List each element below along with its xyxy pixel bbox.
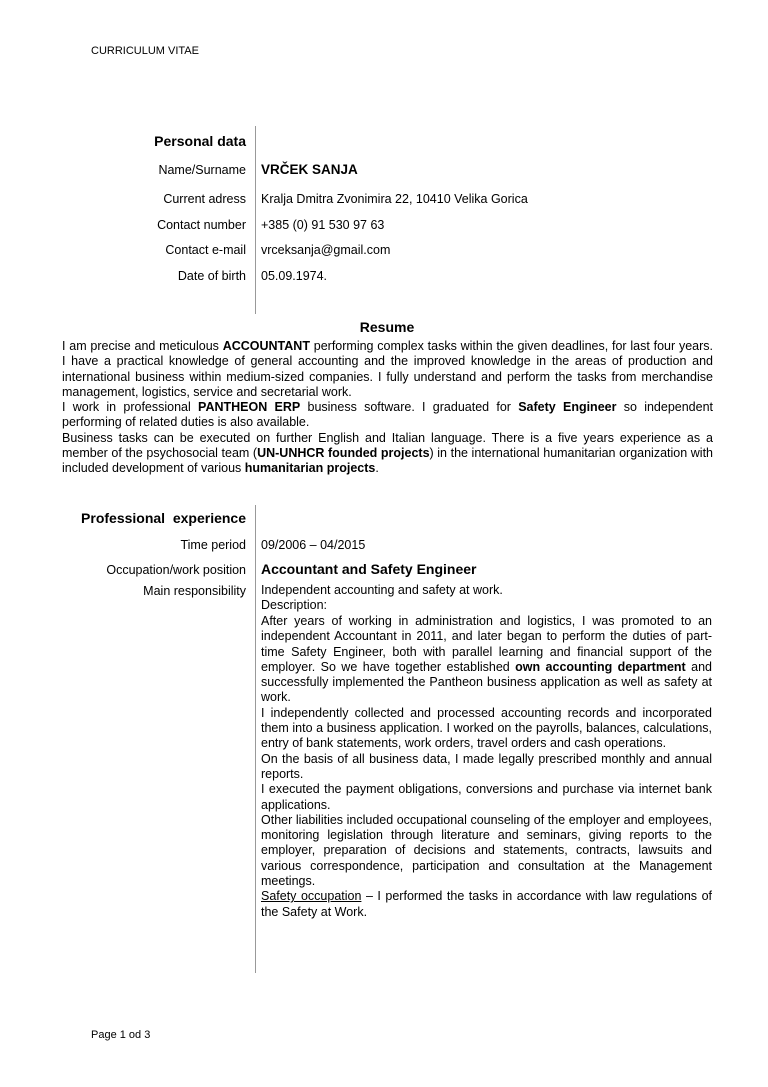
resume-heading: Resume [359, 319, 415, 335]
phone-label: Contact number [157, 218, 246, 232]
personal-data-heading: Personal data [154, 133, 246, 149]
email-value: vrceksanja@gmail.com [261, 243, 391, 257]
birth-value: 05.09.1974. [261, 269, 328, 283]
resume-paragraph-2: I work in professional PANTHEON ERP business software. I graduated for Safety Engineer so independent performing of related duties is also available. [62, 400, 714, 430]
time-period-label: Time period [180, 538, 246, 552]
description-paragraph-5: Other liabilities included occupational counseling of the employer and employees, monitoring legislation through literature and seminars, giving reports to the employer, preparation of decisions and statements, contracts, lawsuits and various correspondence, participation and consultation at the Management meetings. [261, 812, 712, 889]
responsibility-line-1: Independent accounting and safety at work. [261, 583, 503, 597]
description-paragraph-6: Safety occupation – I performed the tasks in accordance with law regulations of the Safety at Work. [261, 889, 712, 919]
description-paragraph-1: After years of working in administration and logistics, I was promoted to an independent Accountant in 2011, and later began to perform the duties of part-time Safety Engineer, both with parallel learning and financial support of the employer. So we have together established own accounting department and successfully implemented the Pantheon business application as well as safety at work. [261, 614, 712, 705]
email-label: Contact e-mail [165, 243, 246, 257]
description-paragraph-2: I independently collected and processed accounting records and incorporated them into a business application. I worked on the payrolls, balances, calculations, entry of bank statements, work orders, travel orders and cash operations. [261, 705, 712, 751]
resume-paragraph-1: I am precise and meticulous ACCOUNTANT performing complex tasks within the given deadlines, for last four years. I have a practical knowledge of general accounting and the improved knowledge in the areas of production and international business within medium-sized companies. I fully understand and perform the tasks from merchandise management, logistics, service and secretarial work. [62, 339, 713, 399]
name-label: Name/Surname [158, 163, 246, 177]
responsibility-line-2: Description: [261, 598, 327, 612]
occupation-value: Accountant and Safety Engineer [261, 561, 477, 577]
experience-divider [255, 505, 256, 973]
name-value: VRČEK SANJA [261, 162, 358, 177]
description-paragraph-3: On the basis of all business data, I made legally prescribed monthly and annual reports. [261, 751, 712, 781]
page-number: Page 1 od 3 [91, 1029, 151, 1041]
birth-label: Date of birth [177, 269, 246, 283]
description-paragraph-4: I executed the payment obligations, conversions and purchase via internet bank applications. [261, 782, 712, 812]
address-value: Kralja Dmitra Zvonimira 22, 10410 Velika Gorica [261, 192, 528, 206]
time-period-value: 09/2006 – 04/2015 [261, 538, 366, 552]
phone-value: +385 (0) 91 530 97 63 [261, 218, 385, 232]
personal-divider [255, 126, 256, 314]
occupation-label: Occupation/work position [106, 563, 246, 577]
experience-heading: Professional experience [81, 510, 246, 526]
resume-text [62, 339, 713, 477]
resume-paragraph-3: Business tasks can be executed on further English and Italian language. There is a five years experience as a member of the psychosocial team (UN-UNHCR founded projects) in the international humanitarian organization with included development of various humanitarian projects. [62, 430, 714, 476]
document-header: CURRICULUM VITAE [91, 45, 199, 57]
responsibility-label: Main responsibility [143, 584, 246, 598]
address-label: Current adress [163, 192, 246, 206]
description-text [261, 614, 712, 920]
